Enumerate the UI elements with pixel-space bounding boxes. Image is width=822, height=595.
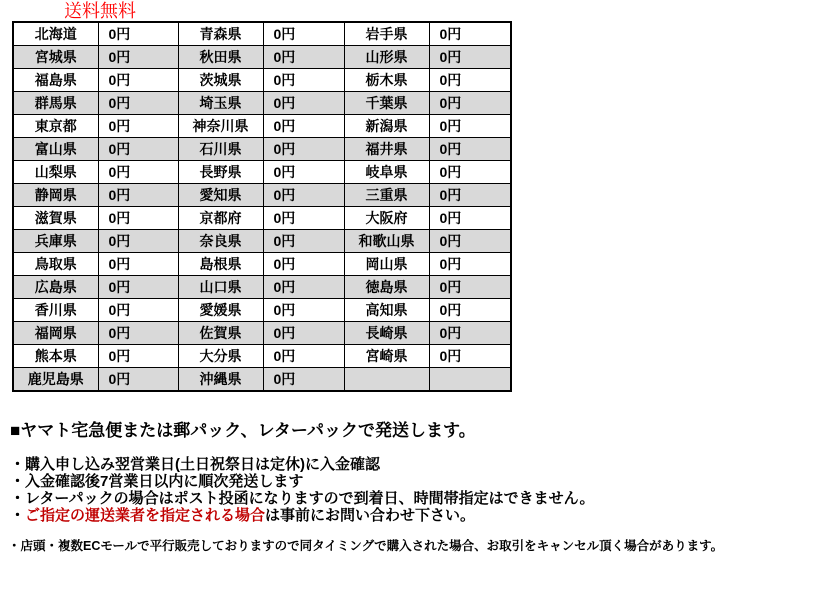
fee-cell: 0円 [429, 253, 511, 276]
table-row [13, 299, 511, 322]
table-row [13, 276, 511, 299]
prefecture-cell: 栃木県 [344, 69, 429, 92]
prefecture-cell: 東京都 [13, 115, 98, 138]
prefecture-cell: 奈良県 [178, 230, 263, 253]
prefecture-cell: 大阪府 [344, 207, 429, 230]
fee-cell: 0円 [98, 161, 178, 184]
fee-cell: 0円 [429, 299, 511, 322]
table-row [13, 253, 511, 276]
fee-cell: 0円 [98, 115, 178, 138]
table-row [13, 46, 511, 69]
prefecture-cell: 山口県 [178, 276, 263, 299]
fee-cell: 0円 [429, 69, 511, 92]
fee-cell: 0円 [429, 161, 511, 184]
note-carrier-request [10, 507, 595, 524]
fee-cell: 0円 [98, 92, 178, 115]
prefecture-cell: 青森県 [178, 22, 263, 46]
shipping-method-heading: ■ヤマト宅急便または郵パック、レターパックで発送します。 [10, 421, 476, 440]
free-shipping-label: 送料無料 [64, 1, 136, 21]
prefecture-cell: 京都府 [178, 207, 263, 230]
fee-cell: 0円 [263, 299, 344, 322]
prefecture-cell: 岡山県 [344, 253, 429, 276]
fee-cell: 0円 [98, 69, 178, 92]
fee-cell: 0円 [98, 22, 178, 46]
note-letterpack-delivery: ・レターパックの場合はポスト投函になりますので到着日、時間帯指定はできません。 [10, 490, 595, 507]
prefecture-cell: 茨城県 [178, 69, 263, 92]
prefecture-cell: 岐阜県 [344, 161, 429, 184]
fee-cell: 0円 [429, 207, 511, 230]
fee-cell: 0円 [429, 46, 511, 69]
fee-cell: 0円 [263, 368, 344, 392]
note-parallel-sales-cancellation: ・店頭・複数ECモールで平行販売しておりますので同タイミングで購入された場合、お取引をキャンセル頂く場合があります。 [8, 539, 724, 553]
prefecture-cell: 群馬県 [13, 92, 98, 115]
prefecture-cell: 島根県 [178, 253, 263, 276]
note-carrier-request-highlight: ご指定の運送業者を指定される場合 [25, 507, 266, 524]
table-row [13, 115, 511, 138]
table-row [13, 207, 511, 230]
table-row [13, 138, 511, 161]
prefecture-cell: 神奈川県 [178, 115, 263, 138]
shipping-fee-table [12, 21, 512, 392]
prefecture-cell: 徳島県 [344, 276, 429, 299]
prefecture-cell: 千葉県 [344, 92, 429, 115]
fee-cell: 0円 [98, 345, 178, 368]
prefecture-cell: 宮城県 [13, 46, 98, 69]
fee-cell [429, 368, 511, 392]
prefecture-cell [344, 368, 429, 392]
fee-cell: 0円 [263, 253, 344, 276]
fee-cell: 0円 [429, 230, 511, 253]
fee-cell: 0円 [98, 299, 178, 322]
prefecture-cell: 熊本県 [13, 345, 98, 368]
prefecture-cell: 福島県 [13, 69, 98, 92]
fee-cell: 0円 [98, 184, 178, 207]
fee-cell: 0円 [98, 230, 178, 253]
fee-cell: 0円 [98, 138, 178, 161]
fee-cell: 0円 [429, 92, 511, 115]
prefecture-cell: 埼玉県 [178, 92, 263, 115]
fee-cell: 0円 [263, 115, 344, 138]
fee-cell: 0円 [429, 115, 511, 138]
fee-cell: 0円 [429, 276, 511, 299]
fee-cell: 0円 [98, 368, 178, 392]
shipping-fee-table-body [13, 22, 511, 391]
prefecture-cell: 山形県 [344, 46, 429, 69]
fee-cell: 0円 [263, 322, 344, 345]
prefecture-cell: 鹿児島県 [13, 368, 98, 392]
prefecture-cell: 静岡県 [13, 184, 98, 207]
table-row [13, 345, 511, 368]
table-row [13, 322, 511, 345]
fee-cell: 0円 [263, 276, 344, 299]
fee-cell: 0円 [98, 253, 178, 276]
fee-cell: 0円 [98, 322, 178, 345]
prefecture-cell: 長崎県 [344, 322, 429, 345]
fee-cell: 0円 [263, 46, 344, 69]
prefecture-cell: 兵庫県 [13, 230, 98, 253]
fee-cell: 0円 [429, 22, 511, 46]
fee-cell: 0円 [263, 69, 344, 92]
prefecture-cell: 新潟県 [344, 115, 429, 138]
prefecture-cell: 和歌山県 [344, 230, 429, 253]
fee-cell: 0円 [263, 22, 344, 46]
prefecture-cell: 広島県 [13, 276, 98, 299]
prefecture-cell: 大分県 [178, 345, 263, 368]
prefecture-cell: 秋田県 [178, 46, 263, 69]
prefecture-cell: 北海道 [13, 22, 98, 46]
prefecture-cell: 三重県 [344, 184, 429, 207]
fee-cell: 0円 [98, 46, 178, 69]
prefecture-cell: 長野県 [178, 161, 263, 184]
fee-cell: 0円 [98, 276, 178, 299]
bullet-marker: ・ [10, 507, 26, 524]
prefecture-cell: 沖縄県 [178, 368, 263, 392]
fee-cell: 0円 [429, 345, 511, 368]
fee-cell: 0円 [429, 184, 511, 207]
note-carrier-request-rest: は事前にお問い合わせ下さい。 [265, 507, 476, 524]
fee-cell: 0円 [263, 230, 344, 253]
prefecture-cell: 鳥取県 [13, 253, 98, 276]
table-row [13, 161, 511, 184]
table-row [13, 92, 511, 115]
table-row [13, 22, 511, 46]
prefecture-cell: 滋賀県 [13, 207, 98, 230]
fee-cell: 0円 [98, 207, 178, 230]
prefecture-cell: 宮崎県 [344, 345, 429, 368]
table-row [13, 230, 511, 253]
prefecture-cell: 福井県 [344, 138, 429, 161]
prefecture-cell: 岩手県 [344, 22, 429, 46]
fee-cell: 0円 [263, 345, 344, 368]
prefecture-cell: 香川県 [13, 299, 98, 322]
prefecture-cell: 山梨県 [13, 161, 98, 184]
fee-cell: 0円 [263, 92, 344, 115]
fee-cell: 0円 [263, 138, 344, 161]
fee-cell: 0円 [263, 184, 344, 207]
fee-cell: 0円 [429, 322, 511, 345]
table-row [13, 69, 511, 92]
prefecture-cell: 愛媛県 [178, 299, 263, 322]
table-row [13, 184, 511, 207]
prefecture-cell: 愛知県 [178, 184, 263, 207]
fee-cell: 0円 [263, 161, 344, 184]
shipping-notes-list [10, 456, 595, 524]
prefecture-cell: 福岡県 [13, 322, 98, 345]
prefecture-cell: 佐賀県 [178, 322, 263, 345]
prefecture-cell: 富山県 [13, 138, 98, 161]
fee-cell: 0円 [263, 207, 344, 230]
prefecture-cell: 高知県 [344, 299, 429, 322]
note-payment-confirmation: ・購入申し込み翌営業日(土日祝祭日は定休)に入金確認 [10, 456, 380, 473]
fee-cell: 0円 [429, 138, 511, 161]
note-dispatch-schedule: ・入金確認後7営業日以内に順次発送します [10, 473, 304, 490]
prefecture-cell: 石川県 [178, 138, 263, 161]
table-row [13, 368, 511, 392]
